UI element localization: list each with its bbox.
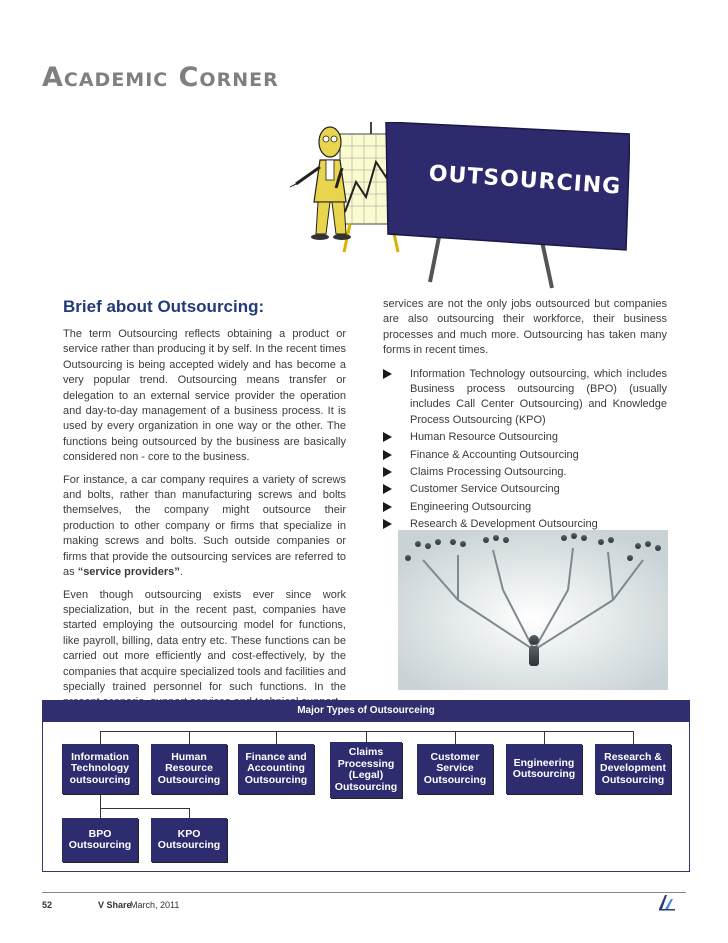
list-item <box>383 367 667 429</box>
list-item <box>383 430 667 445</box>
connector-line <box>189 731 190 744</box>
page-number: 52 <box>42 900 53 910</box>
type-box-engineering-outsourcing: Engineering Outsourcing <box>506 744 582 794</box>
paragraph-example-end: . <box>179 566 183 579</box>
type-box-bpo-outsourcing: BPO Outsourcing <box>62 818 138 862</box>
publisher-logo-icon <box>657 893 677 911</box>
arrow-bullet-icon <box>383 450 392 460</box>
types-diagram-header: Major Types of Outsourceing <box>42 700 690 722</box>
board-title: OUTSOURCING <box>427 161 622 200</box>
type-box-finance-outsourcing: Finance and Accounting Outsourcing <box>238 744 314 794</box>
list-item <box>383 500 667 515</box>
type-box-customer-service-outsourcing: Customer Service Outsourcing <box>417 744 493 794</box>
list-item-text: Engineering Outsourcing <box>410 500 532 513</box>
delegation-image <box>398 530 668 690</box>
section-title: Academic Corner <box>42 62 279 93</box>
list-item-text: Information Technology outsourcing, which includes Business process outsourcing (BPO) (usually includes Call Center Outsourcing) and Knowledge Process Outsourcing (KPO) <box>410 367 667 426</box>
connector-line <box>276 731 277 744</box>
connector-line <box>544 731 545 744</box>
list-item <box>383 482 667 497</box>
paragraph-continuation: services are not the only jobs outsourced but companies are also outsourcing their workforce, their business processes and much more. Outsourcing has taken many forms in recent times. <box>383 298 667 357</box>
outsourcing-board <box>386 122 630 288</box>
arrow-bullet-icon <box>383 484 392 494</box>
list-item-text: Human Resource Outsourcing <box>410 431 558 444</box>
right-column <box>383 297 667 535</box>
arrow-bullet-icon <box>383 432 392 442</box>
paragraph-history: Even though outsourcing exists ever since work specialization, but in the recent past, companies have started employing the outsourcing model for functions, like payroll, billing, data entry etc. These functions can be carried out more efficiently and cost-effectively, by the companies that acquire specialized tools and facilities and specially trained personnel for such functions. In the <box>63 588 346 693</box>
article-heading: Brief about Outsourcing: <box>63 297 265 316</box>
paragraph-example-text: For instance, a car company requires a variety of screws and bolts, rather than manufacturing screws and bolts themselves, the company might outsource their production to other company or firms that specialize in making screws and bolts. Such outside companies or firms that provide the outsourcing services are referred to as <box>63 473 346 579</box>
connector-line <box>100 794 101 818</box>
footer-brand: V Share <box>98 900 132 910</box>
arrow-bullet-icon <box>383 369 392 379</box>
type-box-rnd-outsourcing: Research & Development Outsourcing <box>595 744 671 794</box>
list-item-text: Claims Processing Outsourcing. <box>410 466 567 479</box>
service-providers-term: “service providers” <box>77 566 180 579</box>
type-box-claims-outsourcing: Claims Processing (Legal) Outsourcing <box>330 742 402 798</box>
arrow-bullet-icon <box>383 502 392 512</box>
connector-line <box>100 808 190 809</box>
list-item-text: Customer Service Outsourcing <box>410 483 560 496</box>
type-box-hr-outsourcing: Human Resource Outsourcing <box>151 744 227 794</box>
connector-line <box>455 731 456 744</box>
list-item <box>383 448 667 463</box>
list-item <box>383 465 667 480</box>
list-item-text: Research & Development Outsourcing <box>410 518 598 531</box>
connector-line <box>189 808 190 818</box>
connector-line <box>633 731 634 744</box>
type-box-kpo-outsourcing: KPO Outsourcing <box>151 818 227 862</box>
hero-illustration <box>290 122 630 290</box>
footer-date: March, 2011 <box>130 900 180 910</box>
left-column <box>63 327 346 718</box>
type-box-it-outsourcing: Information Technology outsourcing <box>62 744 138 794</box>
arrow-bullet-icon <box>383 467 392 477</box>
connector-line <box>100 731 101 744</box>
paragraph-definition: The term Outsourcing reflects obtaining a product or service rather than producing it by self. In the recent times Outsourcing is being accepted widely and has become a very popular trend. Outsourcing means transfer or delegation to an external service provider the operation and day-to-day management of a business process. It is used by every organization in one way or the other. The functions being outsourced by the business are basically considered non - core to the business. <box>63 328 346 464</box>
arrow-bullet-icon <box>383 519 392 529</box>
outsourcing-list <box>383 367 667 533</box>
list-item-text: Finance & Accounting Outsourcing <box>410 448 579 461</box>
footer-rule <box>42 892 686 893</box>
connector-line <box>100 731 634 732</box>
paragraph-example <box>63 473 346 581</box>
